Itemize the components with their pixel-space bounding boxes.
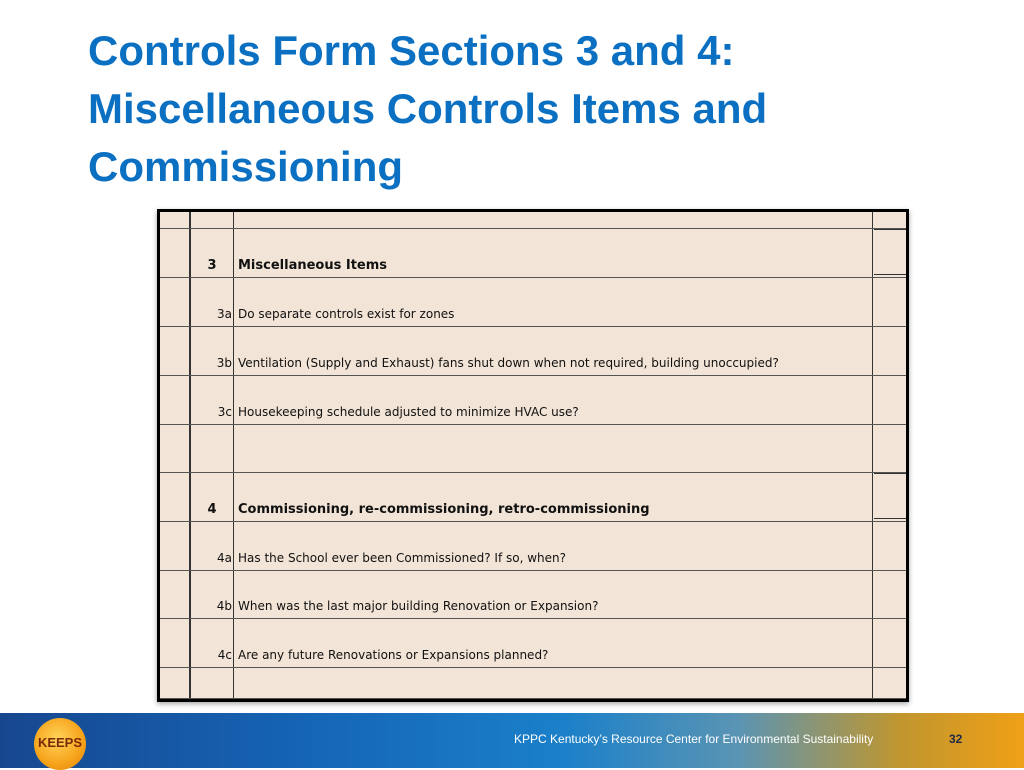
row-question: When was the last major building Renovation or Expansion?	[238, 599, 599, 613]
keeps-logo	[34, 718, 86, 770]
form-row	[160, 668, 906, 699]
row-number: 4b	[216, 599, 232, 613]
form-row	[160, 229, 906, 278]
row-question: Do separate controls exist for zones	[238, 307, 455, 321]
form-row	[160, 376, 906, 425]
title-line-3: Commissioning	[88, 143, 404, 190]
row-number: 3	[207, 258, 217, 273]
section-heading: Commissioning, re-commissioning, retro-commissioning	[238, 502, 650, 517]
form-row	[160, 327, 906, 376]
row-number: 4a	[217, 551, 232, 565]
row-number: 3a	[217, 307, 232, 321]
footer-bar	[0, 713, 1024, 768]
form-row	[160, 278, 906, 327]
row-number: 4	[207, 502, 217, 517]
title-line-2: Miscellaneous Controls Items and	[88, 85, 768, 132]
row-question: Are any future Renovations or Expansions planned?	[238, 648, 549, 662]
answer-cell-mark	[874, 274, 906, 275]
row-question: Ventilation (Supply and Exhaust) fans shut down when not required, building unoccupied?	[238, 356, 779, 370]
form-row	[160, 522, 906, 571]
row-question: Has the School ever been Commissioned? If so, when?	[238, 551, 567, 565]
row-question: Housekeeping schedule adjusted to minimize HVAC use?	[238, 405, 579, 419]
row-number: 3b	[216, 356, 232, 370]
page-number: 32	[949, 732, 963, 746]
form-row	[160, 571, 906, 619]
controls-form-screenshot	[157, 209, 909, 702]
form-row	[160, 473, 906, 522]
slide-title	[88, 22, 988, 196]
section-heading: Miscellaneous Items	[238, 258, 388, 273]
keeps-logo-text: KEEPS	[37, 735, 83, 750]
row-number: 4c	[217, 648, 232, 662]
form-row	[160, 619, 906, 668]
form-row	[160, 212, 906, 229]
footer-org-text: KPPC Kentucky’s Resource Center for Environmental Sustainability	[514, 732, 874, 746]
title-line-1: Controls Form Sections 3 and 4:	[88, 27, 735, 74]
answer-cell-mark	[874, 229, 906, 230]
answer-cell-mark	[874, 473, 906, 474]
form-row	[160, 425, 906, 473]
row-number: 3c	[217, 405, 232, 419]
answer-cell-mark	[874, 518, 906, 519]
